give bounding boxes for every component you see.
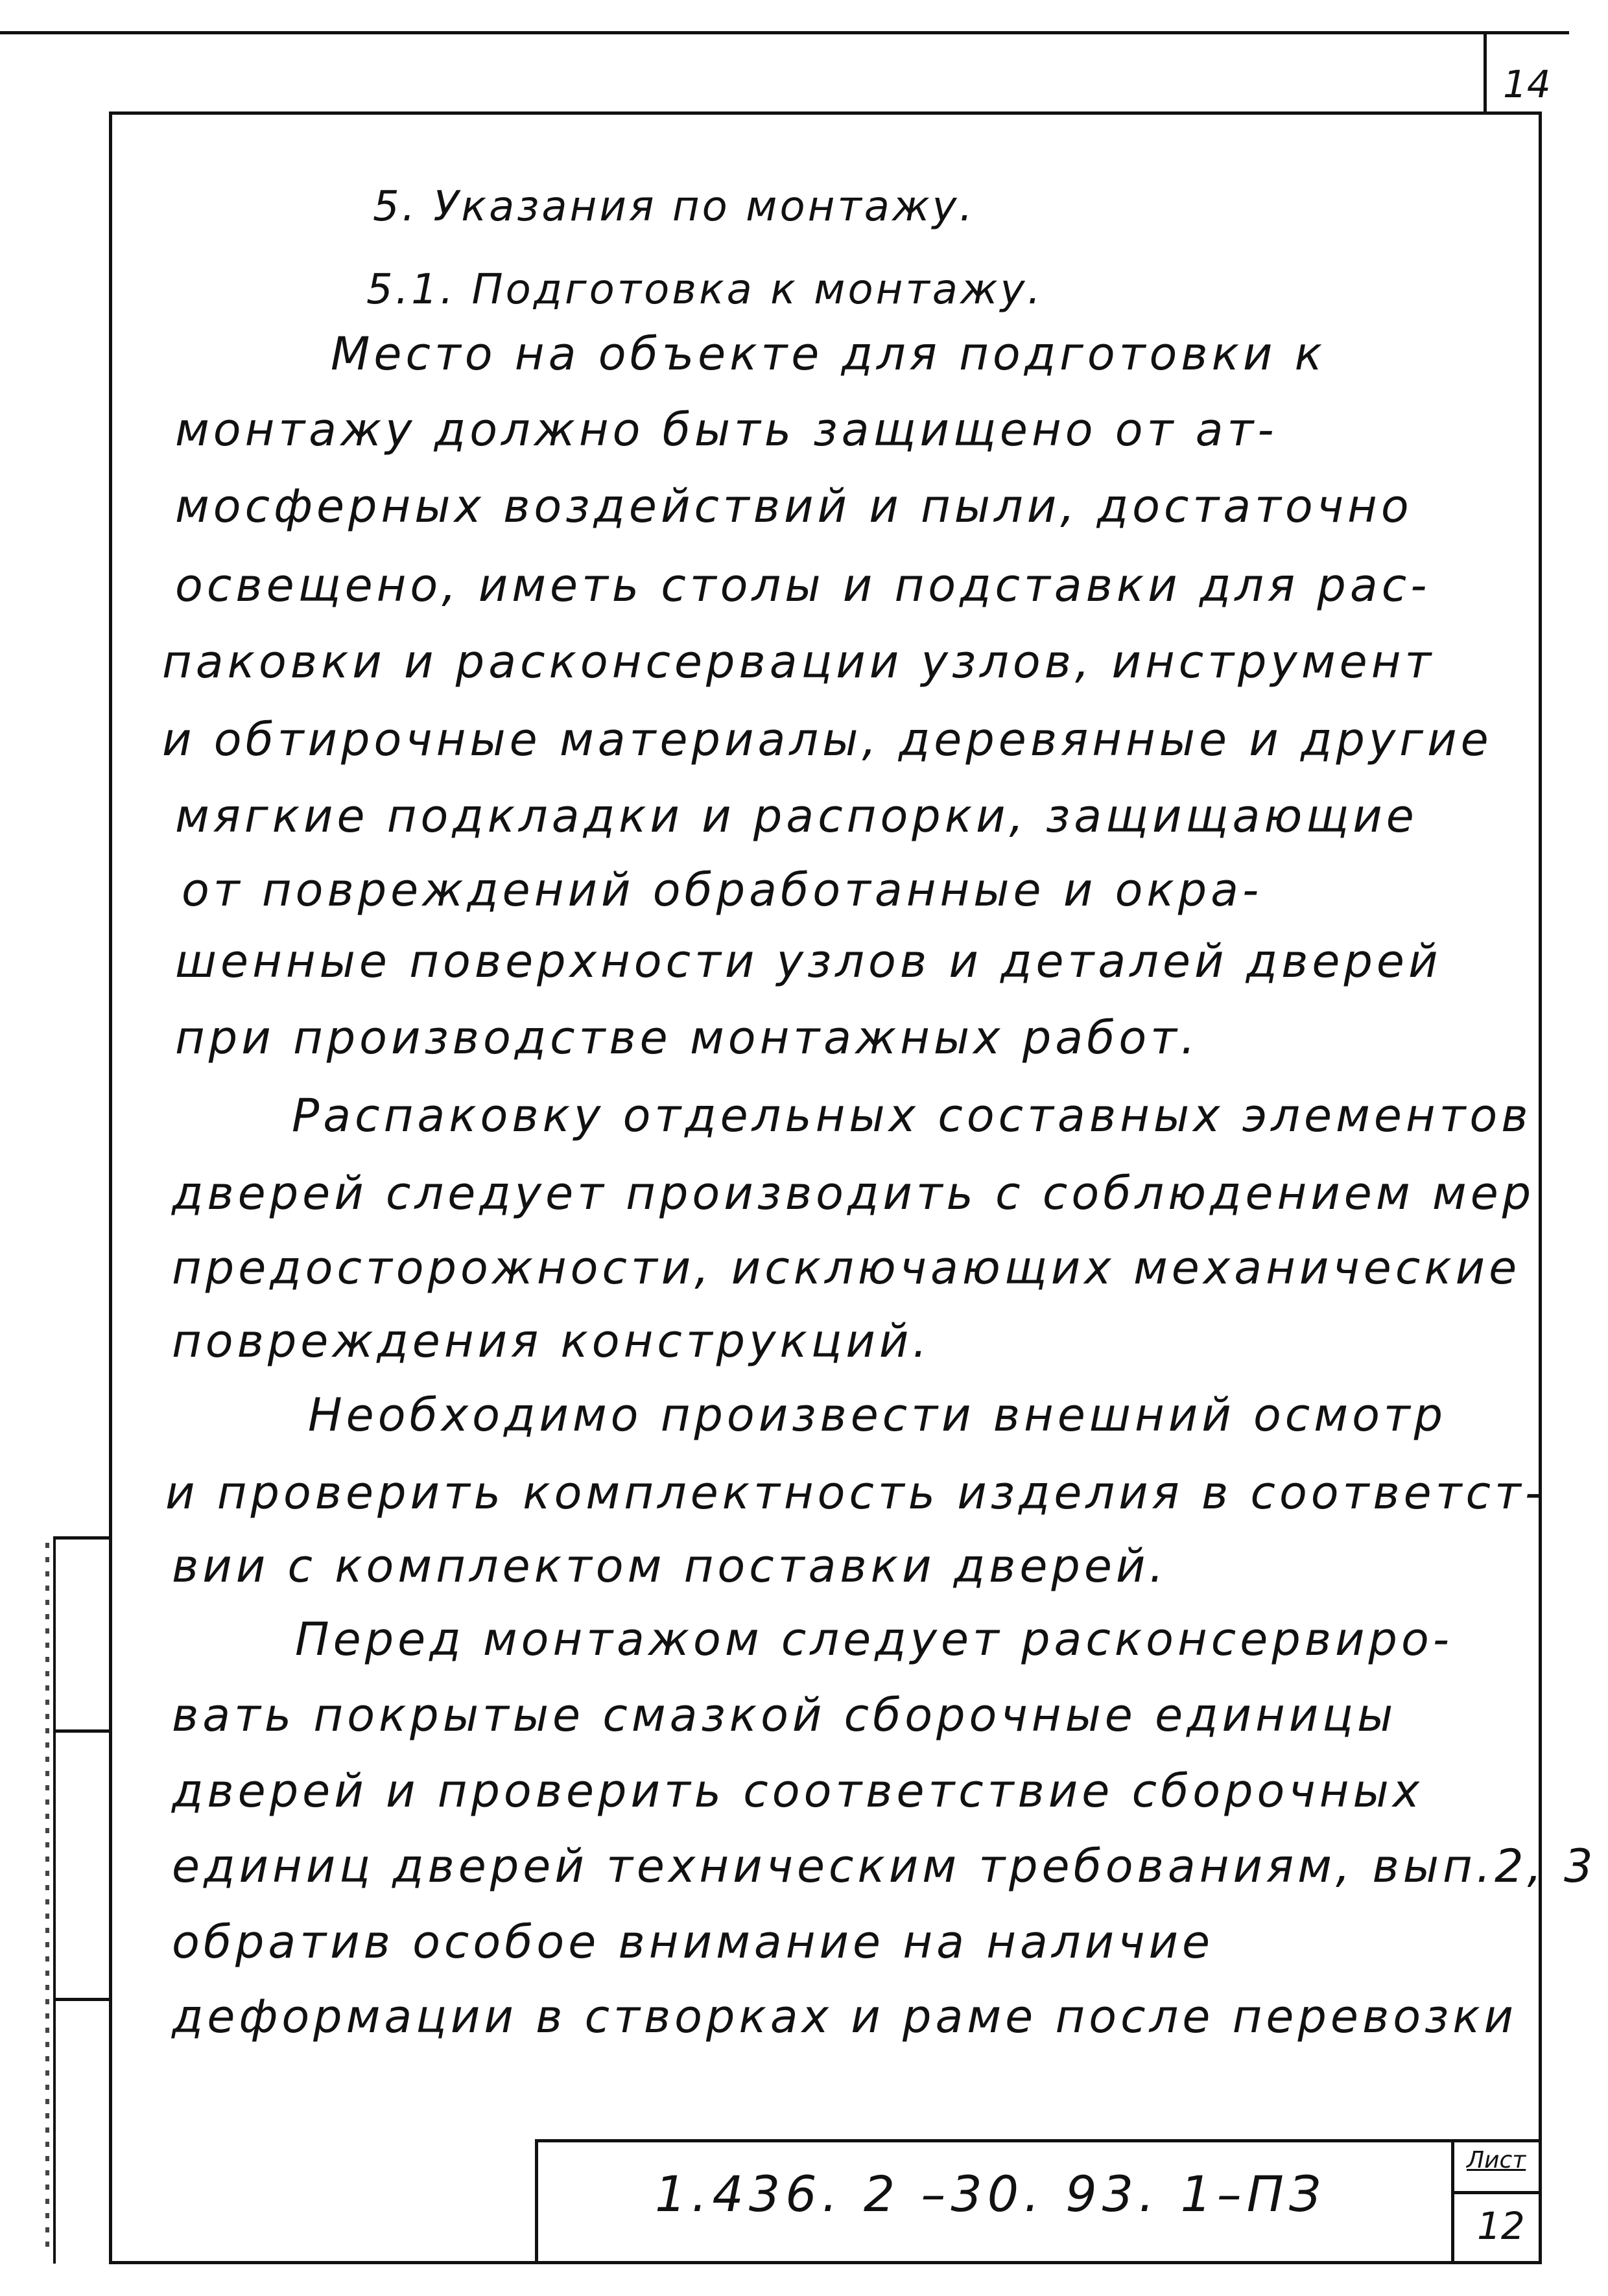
section-heading: 5. Указания по монтажу. <box>373 183 975 231</box>
stamp-top-line <box>535 2139 1542 2142</box>
binding-strip-hatching <box>45 1543 49 2256</box>
body-line-19: вать покрытые смазкой сборочные единицы <box>172 1689 1397 1742</box>
frame-top <box>109 111 1542 115</box>
body-line-10: при производстве монтажных работ. <box>175 1011 1200 1064</box>
stamp-left-line <box>535 2139 538 2262</box>
sheet-label: Лист <box>1467 2147 1526 2173</box>
body-line-8: от повреждений обработанные и окра- <box>182 863 1263 917</box>
body-line-17: вии с комплектом поставки дверей. <box>172 1540 1168 1593</box>
binding-strip-outer <box>53 1536 56 2264</box>
body-line-12: дверей следует производить с соблюдением мер <box>172 1167 1535 1220</box>
frame-left <box>109 111 112 2264</box>
body-line-4: освещено, иметь столы и подставки для рас- <box>175 559 1431 612</box>
body-line-16: и проверить комплектность изделия в соответст- <box>165 1466 1546 1519</box>
subsection-heading: 5.1. Подготовка к монтажу. <box>366 266 1043 314</box>
body-line-11: Распаковку отдельных составных элементов <box>292 1089 1532 1142</box>
body-line-20: дверей и проверить соответствие сборочных <box>172 1764 1424 1818</box>
top-page-number: 14 <box>1503 62 1551 106</box>
binding-strip-lower <box>53 1998 112 2001</box>
frame-right <box>1539 111 1542 2264</box>
body-line-21: единиц дверей техническим требованиям, вып.2, 3 <box>172 1840 1597 1893</box>
body-line-22: обратив особое внимание на наличие <box>172 1915 1214 1969</box>
stamp-sheet-label-line <box>1451 2191 1542 2194</box>
body-line-15: Необходимо произвести внешний осмотр <box>308 1388 1447 1442</box>
document-code: 1.436. 2 –30. 93. 1–ПЗ <box>655 2165 1326 2223</box>
stamp-sheet-divider <box>1451 2139 1454 2262</box>
body-line-23: деформации в створках и раме после перевозки <box>172 1990 1518 2043</box>
frame-bottom <box>109 2261 1542 2264</box>
body-line-13: предосторожности, исключающих механические <box>172 1241 1521 1294</box>
body-line-2: монтажу должно быть защищено от ат- <box>175 403 1278 456</box>
body-line-7: мягкие подкладки и распорки, защищающие <box>175 790 1418 843</box>
body-line-1: Место на объекте для подготовки к <box>331 327 1326 381</box>
top-margin-line <box>0 31 1569 34</box>
sheet-number: 12 <box>1477 2204 1525 2248</box>
binding-strip-middle <box>53 1729 112 1733</box>
page-number-divider <box>1484 31 1487 114</box>
body-line-9: шенные поверхности узлов и деталей дверей <box>175 935 1442 988</box>
body-line-5: паковки и расконсервации узлов, инструмент <box>162 635 1436 688</box>
body-line-6: и обтирочные материалы, деревянные и другие <box>162 713 1493 766</box>
body-line-3: мосферных воздействий и пыли, достаточно <box>175 480 1413 533</box>
body-line-18: Перед монтажом следует расконсервиро- <box>295 1613 1454 1666</box>
binding-strip-top <box>53 1536 112 1540</box>
body-line-14: повреждения конструкций. <box>172 1315 931 1368</box>
